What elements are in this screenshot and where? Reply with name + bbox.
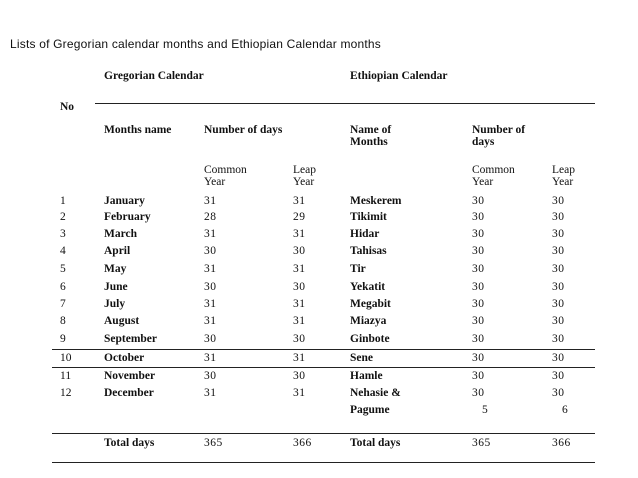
ethiopian-common-days: 30 (472, 263, 485, 275)
gregorian-total-label: Total days (104, 437, 155, 449)
ethiopian-month: Hamle (350, 370, 383, 382)
gregorian-leap-days: 31 (293, 195, 306, 207)
pagume-month: Pagume (350, 404, 390, 416)
gregorian-days-header: Number of days (204, 124, 283, 136)
ethiopian-leap-header: Leap Year (552, 164, 575, 188)
row-number: 10 (60, 352, 72, 364)
gregorian-leap-days: 29 (293, 211, 306, 223)
ethiopian-common-days: 30 (472, 245, 485, 257)
row-number: 8 (60, 315, 66, 327)
gregorian-common-days: 31 (204, 352, 217, 364)
ethiopian-leap-days: 30 (552, 263, 565, 275)
ethiopian-common-days: 30 (472, 315, 485, 327)
gregorian-leap-days: 30 (293, 281, 306, 293)
gregorian-leap-days: 30 (293, 245, 306, 257)
row-number: 4 (60, 245, 66, 257)
ethiopian-group-header: Ethiopian Calendar (350, 70, 448, 82)
gregorian-month: July (104, 298, 126, 310)
gregorian-leap-days: 31 (293, 298, 306, 310)
gregorian-common-days: 31 (204, 298, 217, 310)
gregorian-total-common: 365 (204, 437, 223, 449)
ethiopian-leap-days: 30 (552, 370, 565, 382)
ethiopian-common-days: 30 (472, 333, 485, 345)
total-top-rule (52, 433, 595, 434)
pagume-common: 5 (482, 404, 489, 416)
row-number: 7 (60, 298, 66, 310)
row-number: 6 (60, 281, 66, 293)
gregorian-month: January (104, 195, 145, 207)
ethiopian-common-days: 30 (472, 370, 485, 382)
gregorian-month: August (104, 315, 140, 327)
gregorian-leap-days: 30 (293, 333, 306, 345)
ethiopian-common-days: 30 (472, 195, 485, 207)
gregorian-month: April (104, 245, 131, 257)
ethiopian-leap-days: 30 (552, 352, 565, 364)
gregorian-group-header: Gregorian Calendar (104, 70, 204, 82)
ethiopian-days-header: Number of days (472, 124, 526, 148)
october-bottom-rule (52, 367, 595, 368)
ethiopian-leap-days: 30 (552, 211, 565, 223)
october-top-rule (52, 349, 595, 350)
ethiopian-month: Tikimit (350, 211, 387, 223)
ethiopian-month: Yekatit (350, 281, 386, 293)
gregorian-leap-days: 31 (293, 387, 306, 399)
ethiopian-month: Hidar (350, 228, 380, 240)
gregorian-month: May (104, 263, 127, 275)
gregorian-common-days: 30 (204, 370, 217, 382)
gregorian-common-days: 30 (204, 281, 217, 293)
ethiopian-leap-days: 30 (552, 281, 565, 293)
ethiopian-month: Ginbote (350, 333, 390, 345)
gregorian-common-days: 28 (204, 211, 217, 223)
row-number: 3 (60, 228, 66, 240)
ethiopian-leap-days: 30 (552, 387, 565, 399)
ethiopian-month: Meskerem (350, 195, 402, 207)
ethiopian-common-days: 30 (472, 211, 485, 223)
gregorian-common-days: 31 (204, 228, 217, 240)
ethiopian-leap-days: 30 (552, 315, 565, 327)
gregorian-common-days: 30 (204, 333, 217, 345)
gregorian-leap-days: 30 (293, 370, 306, 382)
ethiopian-leap-days: 30 (552, 228, 565, 240)
gregorian-leap-header: Leap Year (293, 164, 316, 188)
gregorian-leap-days: 31 (293, 228, 306, 240)
gregorian-month: December (104, 387, 154, 399)
ethiopian-common-header: Common Year (472, 164, 515, 188)
row-number: 9 (60, 333, 66, 345)
row-number: 5 (60, 263, 66, 275)
ethiopian-month: Nehasie & (350, 387, 401, 399)
no-column-header: No (60, 101, 75, 113)
gregorian-leap-days: 31 (293, 315, 306, 327)
gregorian-common-days: 31 (204, 263, 217, 275)
gregorian-month: March (104, 228, 138, 240)
gregorian-common-days: 31 (204, 315, 217, 327)
ethiopian-month: Miazya (350, 315, 387, 327)
gregorian-total-leap: 366 (293, 437, 312, 449)
ethiopian-total-common: 365 (472, 437, 491, 449)
header-rule (95, 103, 595, 104)
ethiopian-leap-days: 30 (552, 245, 565, 257)
ethiopian-common-days: 30 (472, 228, 485, 240)
ethiopian-total-leap: 366 (552, 437, 571, 449)
row-number: 12 (60, 387, 72, 399)
ethiopian-leap-days: 30 (552, 333, 565, 345)
ethiopian-leap-days: 30 (552, 195, 565, 207)
row-number: 11 (60, 370, 72, 382)
row-number: 1 (60, 195, 66, 207)
gregorian-common-days: 31 (204, 195, 217, 207)
ethiopian-name-header: Name of Months (350, 124, 392, 148)
ethiopian-leap-days: 30 (552, 298, 565, 310)
gregorian-month: June (104, 281, 128, 293)
gregorian-month: February (104, 211, 151, 223)
gregorian-common-days: 30 (204, 245, 217, 257)
gregorian-leap-days: 31 (293, 352, 306, 364)
ethiopian-month: Tir (350, 263, 366, 275)
ethiopian-common-days: 30 (472, 281, 485, 293)
row-number: 2 (60, 211, 66, 223)
ethiopian-month: Sene (350, 352, 373, 364)
pagume-leap: 6 (562, 404, 569, 416)
ethiopian-common-days: 30 (472, 387, 485, 399)
table-caption: Lists of Gregorian calendar months and Ethiopian Calendar months (10, 37, 382, 51)
gregorian-common-days: 31 (204, 387, 217, 399)
months-name-header: Months name (104, 124, 172, 136)
table-bottom-rule (52, 462, 595, 463)
ethiopian-common-days: 30 (472, 298, 485, 310)
ethiopian-total-label: Total days (350, 437, 401, 449)
ethiopian-month: Megabit (350, 298, 391, 310)
ethiopian-month: Tahisas (350, 245, 387, 257)
gregorian-leap-days: 31 (293, 263, 306, 275)
gregorian-month: October (104, 352, 145, 364)
gregorian-month: November (104, 370, 156, 382)
gregorian-common-header: Common Year (204, 164, 247, 188)
ethiopian-common-days: 30 (472, 352, 485, 364)
gregorian-month: September (104, 333, 158, 345)
